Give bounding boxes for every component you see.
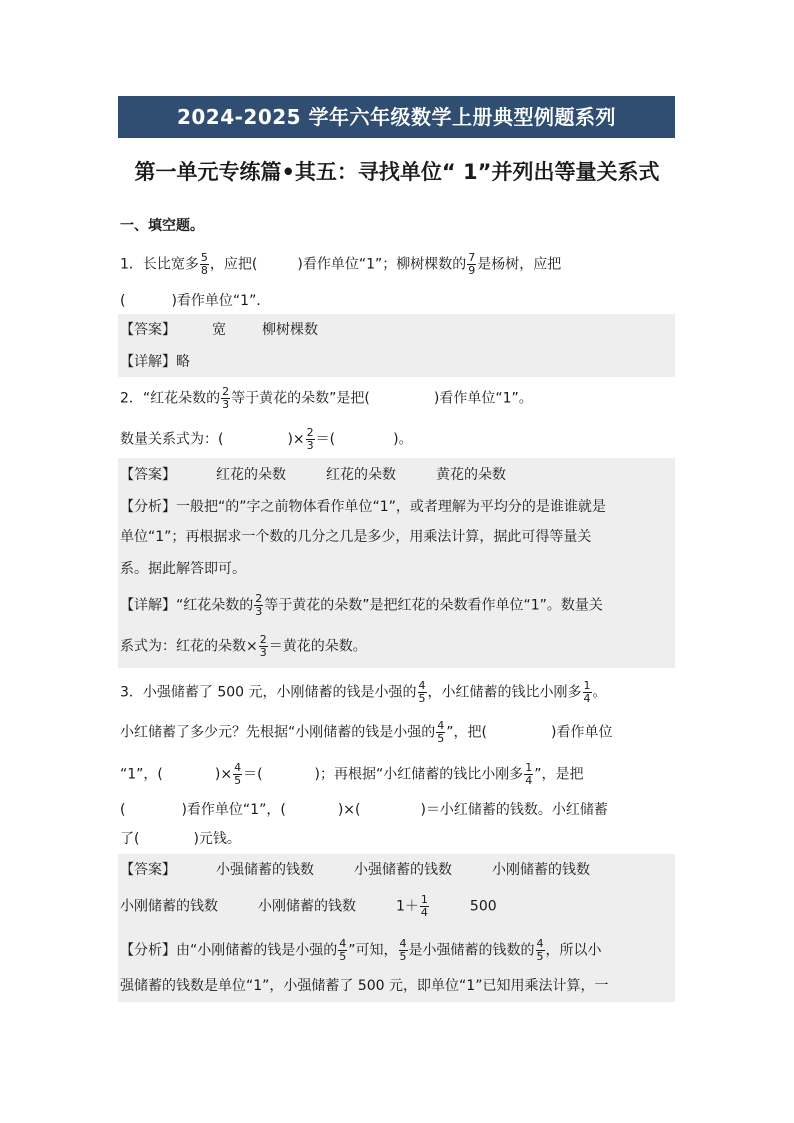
q1-text-a: 1．长比宽多: [120, 256, 199, 273]
q1-answer-box: [118, 314, 675, 377]
q1-text-c: )看作单位“1”；柳树棵数的: [297, 256, 467, 273]
section-heading: 一、填空题。: [120, 218, 204, 234]
q2-text-a: 2．“红花朵数的: [120, 390, 221, 407]
q3-text: “1”，(: [120, 766, 163, 783]
fraction: $\frac{4}{5}$: [536, 937, 544, 963]
q3-text: ，小红储蓄的钱比小刚多: [427, 684, 582, 701]
q1-line2: [120, 289, 270, 313]
q3-answer-line1: [120, 858, 590, 882]
q3-answer-4: 小刚储蓄的钱数: [120, 898, 218, 915]
q3-answer-7: 500: [469, 898, 497, 915]
q3-text: ＝(: [243, 766, 263, 783]
q2-detail-text-b: 等于黄花的朵数”是把红花的朵数看作单位“1”。数量关: [264, 597, 603, 614]
q2-detail-text-c: 系式为：红花的朵数×: [120, 638, 258, 655]
q3-answer-6: 1＋: [396, 898, 419, 915]
q1-detail: 略: [176, 354, 190, 370]
q3-line3: [120, 762, 584, 787]
q2-answer-1: 红花的朵数: [216, 467, 286, 483]
fraction: $\frac{4}{5}$: [437, 719, 445, 745]
detail-label: 【详解】: [120, 597, 176, 614]
fraction: $\frac{2}{3}$: [222, 385, 230, 411]
fraction: $\frac{2}{3}$: [259, 633, 267, 659]
fraction: $\frac{4}{5}$: [234, 761, 242, 787]
q3-analysis-text: ”可知，: [348, 942, 398, 959]
q2-analysis-line1: [120, 495, 606, 519]
fraction: $\frac{2}{3}$: [255, 592, 263, 618]
q2-answer-box: [118, 458, 675, 668]
q2-text-d: 数量关系式为：(: [120, 431, 224, 448]
q3-text: (: [120, 802, 126, 818]
q3-analysis-text: 是小强储蓄的钱数的: [408, 942, 535, 959]
answer-label: 【答案】: [120, 467, 176, 483]
q3-answer-2: 小强储蓄的钱数: [354, 862, 452, 878]
q2-line2: [120, 427, 413, 452]
q3-line1: [120, 680, 607, 705]
q2-detail-line2: [120, 634, 367, 659]
q3-line5: [120, 827, 241, 851]
q1-text-b: ，应把(: [209, 256, 258, 273]
fraction: $\frac{4}{5}$: [339, 937, 347, 963]
q1-answer-1: 宽: [212, 322, 226, 338]
q2-text-g: )。: [393, 431, 413, 448]
detail-label: 【详解】: [120, 354, 176, 370]
q3-text: ”，是把: [534, 766, 584, 783]
answer-label: 【答案】: [120, 862, 176, 878]
fraction: $\frac{1}{4}$: [525, 761, 533, 787]
q2-text-b: 等于黄花的朵数”是把(: [231, 390, 370, 407]
q3-answer-box: [118, 854, 675, 1002]
q2-analysis-line3: 系。据此解答即可。: [120, 561, 246, 577]
q3-text: 。: [592, 684, 607, 701]
q3-text: ”，把(: [446, 724, 487, 741]
q3-text: )看作单位: [550, 724, 613, 741]
q3-text: )＝小红储蓄的钱数。小红储蓄: [420, 802, 608, 818]
q3-answer-line2: [120, 894, 497, 919]
q1-text-e: (: [120, 293, 126, 309]
fraction: $\frac{1}{4}$: [420, 893, 428, 919]
fraction: $\frac{2}{3}$: [306, 426, 314, 452]
q3-analysis-text: 由“小刚储蓄的钱是小强的: [176, 942, 338, 959]
q3-text: )；再根据“小红储蓄的钱比小刚多: [314, 766, 524, 783]
q3-answer-1: 小强储蓄的钱数: [216, 862, 314, 878]
q1-line1: [120, 252, 561, 277]
fraction: $\frac{1}{4}$: [583, 679, 591, 705]
q2-text-e: )×: [287, 431, 305, 448]
q3-text: )×: [214, 766, 233, 783]
q2-detail-line1: [120, 593, 603, 618]
q2-answer-line: [120, 463, 506, 487]
q2-detail-text-a: “红花朵数的: [176, 597, 254, 614]
fraction: $\frac{5}{8}$: [200, 251, 208, 277]
fraction: $\frac{7}{9}$: [468, 251, 476, 277]
q2-analysis-line2: 单位“1”；再根据求一个数的几分之几是多少，用乘法计算，据此可得等量关: [120, 529, 592, 545]
q2-text-f: ＝(: [315, 431, 336, 448]
q3-text: 3．小强储蓄了 500 元，小刚储蓄的钱是小强的: [120, 684, 417, 701]
q3-answer-5: 小刚储蓄的钱数: [258, 898, 356, 915]
q3-answer-3: 小刚储蓄的钱数: [492, 862, 590, 878]
q2-analysis-1: 一般把“的”字之前物体看作单位“1”，或者理解为平均分的是谁谁就是: [176, 499, 606, 515]
fraction: $\frac{4}{5}$: [418, 679, 426, 705]
q1-answer-2: 柳树棵数: [262, 322, 318, 338]
answer-label: 【答案】: [120, 322, 176, 338]
q3-line2: [120, 720, 612, 745]
q3-analysis-text: ，所以小: [545, 942, 602, 959]
q3-text: )×(: [337, 802, 361, 818]
q2-text-c: )看作单位“1”。: [433, 390, 533, 407]
q1-detail-line: [120, 350, 190, 374]
analysis-label: 【分析】: [120, 942, 176, 959]
q3-text: 小红储蓄了多少元？先根据“小刚储蓄的钱是小强的: [120, 724, 436, 741]
q3-line4: [120, 798, 608, 822]
q3-text: )看作单位“1”，(: [181, 802, 286, 818]
q3-text: )元钱。: [193, 831, 241, 847]
header-banner: 2024-2025 学年六年级数学上册典型例题系列: [118, 96, 675, 138]
analysis-label: 【分析】: [120, 499, 176, 515]
page-subtitle: 第一单元专练篇•其五：寻找单位“ 1”并列出等量关系式: [134, 160, 660, 184]
q2-detail-text-d: ＝黄花的朵数。: [268, 638, 367, 655]
q3-text: 了(: [120, 831, 140, 847]
fraction: $\frac{4}{5}$: [399, 937, 407, 963]
q1-text-d: 是杨树，应把: [477, 256, 562, 273]
q2-answer-2: 红花的朵数: [326, 467, 396, 483]
q1-answer-line: [120, 318, 318, 342]
q1-text-f: )看作单位“1”．: [171, 293, 271, 309]
q2-line1: [120, 386, 533, 411]
q3-analysis-line2: 强储蓄的钱数是单位“1”，小强储蓄了 500 元，即单位“1”已知用乘法计算，一: [120, 978, 609, 994]
q2-answer-3: 黄花的朵数: [436, 467, 506, 483]
q3-analysis-line1: [120, 938, 602, 963]
